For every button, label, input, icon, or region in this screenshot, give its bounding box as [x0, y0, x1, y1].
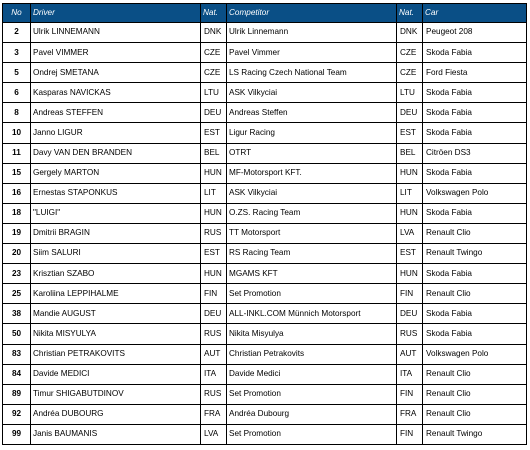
- header-car: Car: [423, 4, 527, 23]
- header-nat2: Nat.: [397, 4, 423, 23]
- cell-competitor: MGAMS KFT: [227, 264, 397, 284]
- cell-competitor: Set Promotion: [227, 384, 397, 404]
- cell-competitor-nationality: DNK: [397, 23, 423, 43]
- table-header-row: [3, 4, 527, 23]
- cell-number: 2: [3, 23, 31, 43]
- cell-number: 83: [3, 344, 31, 364]
- entry-list-container: [2, 3, 527, 445]
- cell-car: Skoda Fabia: [423, 163, 527, 183]
- cell-competitor: Andreas Steffen: [227, 103, 397, 123]
- cell-number: 15: [3, 163, 31, 183]
- cell-competitor-nationality: HUN: [397, 264, 423, 284]
- cell-car: Skoda Fabia: [423, 304, 527, 324]
- cell-competitor-nationality: LTU: [397, 83, 423, 103]
- table-body: [3, 23, 527, 445]
- cell-competitor-nationality: CZE: [397, 63, 423, 83]
- cell-driver: Andreas STEFFEN: [31, 103, 201, 123]
- cell-number: 6: [3, 83, 31, 103]
- table-row: [3, 203, 527, 223]
- cell-driver-nationality: FRA: [201, 404, 227, 424]
- cell-number: 99: [3, 424, 31, 444]
- cell-driver: Ernestas STAPONKUS: [31, 183, 201, 203]
- cell-competitor: ALL-INKL.COM Münnich Motorsport: [227, 304, 397, 324]
- cell-competitor: OTRT: [227, 143, 397, 163]
- cell-car: Renault Clio: [423, 364, 527, 384]
- cell-driver-nationality: ITA: [201, 364, 227, 384]
- table-row: [3, 183, 527, 203]
- cell-competitor-nationality: RUS: [397, 324, 423, 344]
- cell-driver: Dmitrii BRAGIN: [31, 223, 201, 243]
- cell-competitor-nationality: HUN: [397, 203, 423, 223]
- cell-driver: Nikita MISYULYA: [31, 324, 201, 344]
- table-row: [3, 304, 527, 324]
- table-row: [3, 344, 527, 364]
- cell-competitor: Set Promotion: [227, 284, 397, 304]
- cell-driver-nationality: DEU: [201, 304, 227, 324]
- cell-car: Renault Clio: [423, 404, 527, 424]
- cell-driver: Janno LIGUR: [31, 123, 201, 143]
- header-driver: Driver: [31, 4, 201, 23]
- cell-number: 38: [3, 304, 31, 324]
- cell-driver-nationality: BEL: [201, 143, 227, 163]
- cell-driver-nationality: DEU: [201, 103, 227, 123]
- header-no: No: [3, 4, 31, 23]
- cell-driver-nationality: HUN: [201, 203, 227, 223]
- cell-car: Volkswagen Polo: [423, 344, 527, 364]
- cell-car: Citröen DS3: [423, 143, 527, 163]
- header-competitor: Competitor: [227, 4, 397, 23]
- cell-driver: Timur SHIGABUTDINOV: [31, 384, 201, 404]
- cell-car: Skoda Fabia: [423, 83, 527, 103]
- cell-driver-nationality: EST: [201, 123, 227, 143]
- table-row: [3, 103, 527, 123]
- cell-driver: Kasparas NAVICKAS: [31, 83, 201, 103]
- table-row: [3, 123, 527, 143]
- cell-competitor-nationality: ITA: [397, 364, 423, 384]
- cell-number: 18: [3, 203, 31, 223]
- cell-competitor-nationality: CZE: [397, 43, 423, 63]
- cell-number: 25: [3, 284, 31, 304]
- cell-competitor: Nikita Misyulya: [227, 324, 397, 344]
- cell-competitor: ASK Vilkyciai: [227, 83, 397, 103]
- cell-driver: Ondrej SMETANA: [31, 63, 201, 83]
- cell-car: Renault Twingo: [423, 424, 527, 444]
- cell-driver-nationality: LVA: [201, 424, 227, 444]
- cell-competitor: LS Racing Czech National Team: [227, 63, 397, 83]
- cell-competitor-nationality: DEU: [397, 304, 423, 324]
- table-row: [3, 284, 527, 304]
- cell-competitor: RS Racing Team: [227, 244, 397, 264]
- cell-number: 19: [3, 223, 31, 243]
- cell-number: 92: [3, 404, 31, 424]
- cell-number: 20: [3, 244, 31, 264]
- cell-competitor: Ulrik Linnemann: [227, 23, 397, 43]
- cell-competitor: Andréa Dubourg: [227, 404, 397, 424]
- cell-driver: Krisztian SZABO: [31, 264, 201, 284]
- cell-driver-nationality: LTU: [201, 83, 227, 103]
- table-row: [3, 424, 527, 444]
- cell-driver: Pavel VIMMER: [31, 43, 201, 63]
- table-row: [3, 404, 527, 424]
- cell-car: Ford Fiesta: [423, 63, 527, 83]
- header-nat: Nat.: [201, 4, 227, 23]
- cell-driver-nationality: CZE: [201, 43, 227, 63]
- table-row: [3, 244, 527, 264]
- cell-driver-nationality: FIN: [201, 284, 227, 304]
- table-row: [3, 364, 527, 384]
- cell-driver-nationality: CZE: [201, 63, 227, 83]
- cell-competitor-nationality: AUT: [397, 344, 423, 364]
- cell-competitor: Set Promotion: [227, 424, 397, 444]
- cell-driver-nationality: RUS: [201, 223, 227, 243]
- table-row: [3, 23, 527, 43]
- cell-driver: Karoliina LEPPIHALME: [31, 284, 201, 304]
- cell-competitor-nationality: LIT: [397, 183, 423, 203]
- cell-competitor-nationality: EST: [397, 123, 423, 143]
- cell-driver: Mandie AUGUST: [31, 304, 201, 324]
- cell-driver-nationality: HUN: [201, 163, 227, 183]
- cell-driver-nationality: DNK: [201, 23, 227, 43]
- cell-car: Renault Clio: [423, 284, 527, 304]
- cell-competitor: TT Motorsport: [227, 223, 397, 243]
- table-row: [3, 43, 527, 63]
- cell-car: Renault Clio: [423, 223, 527, 243]
- cell-car: Skoda Fabia: [423, 264, 527, 284]
- cell-competitor-nationality: FIN: [397, 384, 423, 404]
- cell-car: Renault Twingo: [423, 244, 527, 264]
- cell-car: Skoda Fabia: [423, 203, 527, 223]
- cell-driver-nationality: RUS: [201, 324, 227, 344]
- table-row: [3, 384, 527, 404]
- cell-driver-nationality: HUN: [201, 264, 227, 284]
- cell-driver: Davy VAN DEN BRANDEN: [31, 143, 201, 163]
- cell-competitor-nationality: FRA: [397, 404, 423, 424]
- cell-driver: Christian PETRAKOVITS: [31, 344, 201, 364]
- cell-driver: Ulrik LINNEMANN: [31, 23, 201, 43]
- cell-competitor-nationality: FIN: [397, 424, 423, 444]
- cell-car: Skoda Fabia: [423, 123, 527, 143]
- cell-car: Peugeot 208: [423, 23, 527, 43]
- cell-car: Skoda Fabia: [423, 43, 527, 63]
- table-row: [3, 63, 527, 83]
- cell-number: 8: [3, 103, 31, 123]
- cell-competitor: O.ZS. Racing Team: [227, 203, 397, 223]
- cell-number: 16: [3, 183, 31, 203]
- table-row: [3, 143, 527, 163]
- cell-driver: Andréa DUBOURG: [31, 404, 201, 424]
- entry-list-table: [2, 3, 527, 445]
- cell-car: Renault Clio: [423, 384, 527, 404]
- cell-driver: Gergely MARTON: [31, 163, 201, 183]
- cell-driver: "LUIGI": [31, 203, 201, 223]
- cell-car: Volkswagen Polo: [423, 183, 527, 203]
- cell-competitor: Davide Medici: [227, 364, 397, 384]
- cell-driver: Davide MEDICI: [31, 364, 201, 384]
- cell-driver-nationality: AUT: [201, 344, 227, 364]
- cell-number: 23: [3, 264, 31, 284]
- cell-competitor-nationality: EST: [397, 244, 423, 264]
- cell-number: 10: [3, 123, 31, 143]
- cell-competitor: Pavel Vimmer: [227, 43, 397, 63]
- cell-driver: Siim SALURI: [31, 244, 201, 264]
- cell-number: 3: [3, 43, 31, 63]
- cell-driver-nationality: EST: [201, 244, 227, 264]
- table-row: [3, 264, 527, 284]
- cell-number: 11: [3, 143, 31, 163]
- table-row: [3, 324, 527, 344]
- table-row: [3, 83, 527, 103]
- cell-number: 50: [3, 324, 31, 344]
- cell-competitor: ASK Vilkyciai: [227, 183, 397, 203]
- cell-competitor: MF-Motorsport KFT.: [227, 163, 397, 183]
- cell-driver-nationality: LIT: [201, 183, 227, 203]
- cell-car: Skoda Fabia: [423, 324, 527, 344]
- cell-driver-nationality: RUS: [201, 384, 227, 404]
- cell-driver: Janis BAUMANIS: [31, 424, 201, 444]
- cell-number: 89: [3, 384, 31, 404]
- cell-competitor-nationality: LVA: [397, 223, 423, 243]
- cell-number: 84: [3, 364, 31, 384]
- cell-competitor: Ligur Racing: [227, 123, 397, 143]
- cell-competitor-nationality: HUN: [397, 163, 423, 183]
- table-row: [3, 163, 527, 183]
- cell-competitor-nationality: FIN: [397, 284, 423, 304]
- cell-number: 5: [3, 63, 31, 83]
- cell-competitor-nationality: DEU: [397, 103, 423, 123]
- table-row: [3, 223, 527, 243]
- cell-car: Skoda Fabia: [423, 103, 527, 123]
- cell-competitor-nationality: BEL: [397, 143, 423, 163]
- cell-competitor: Christian Petrakovits: [227, 344, 397, 364]
